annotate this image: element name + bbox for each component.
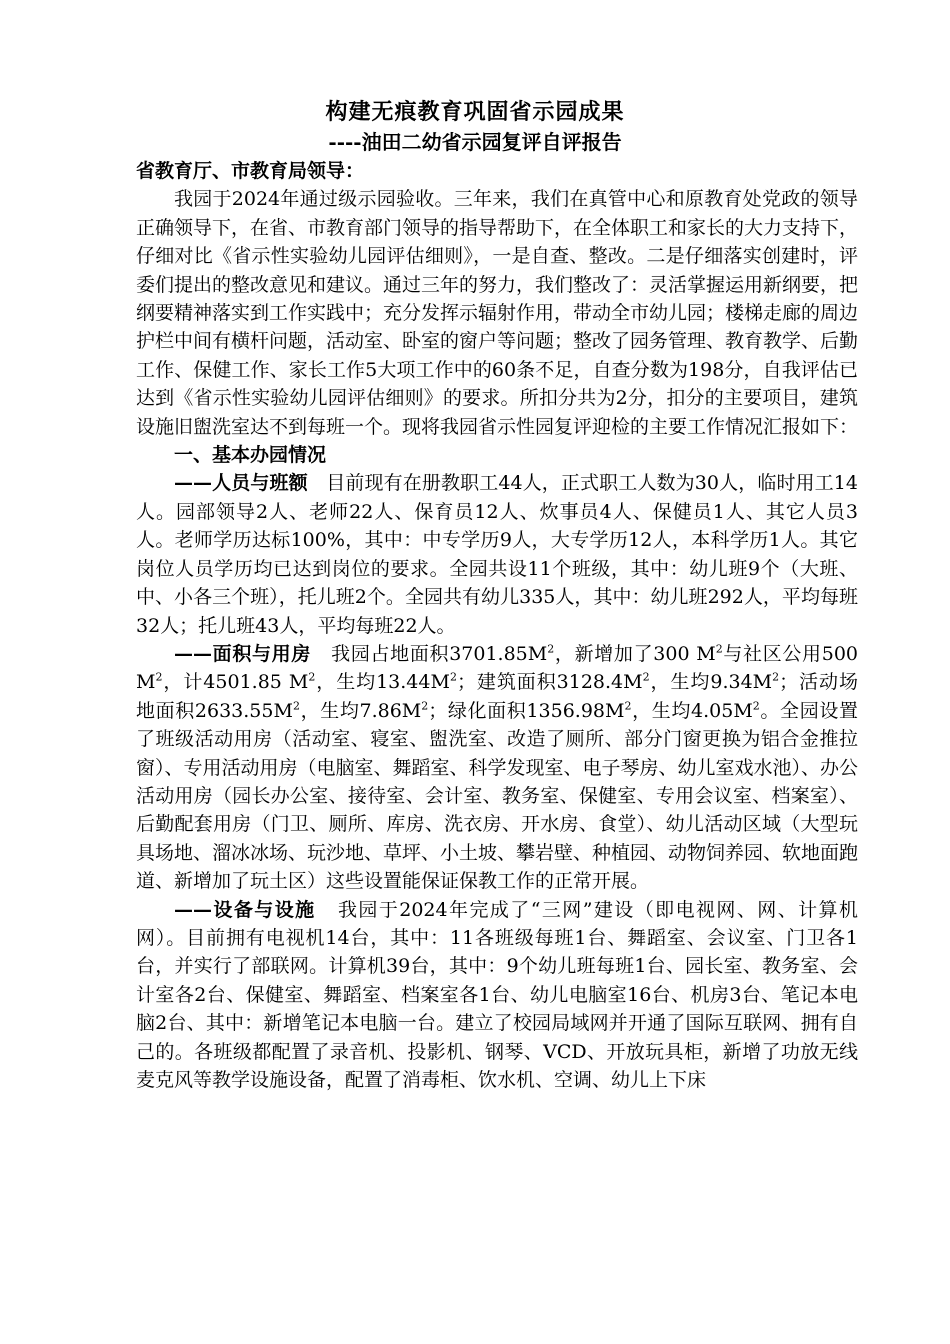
area-sup-4: 2 <box>308 670 316 684</box>
area-paragraph <box>136 640 858 896</box>
area-sup-9: 2 <box>421 699 429 713</box>
area-sup-1: 2 <box>547 642 555 656</box>
area-sup-3: 2 <box>155 670 163 684</box>
area-text-6: ；建筑面积3128.4M <box>456 671 643 694</box>
area-lead: ——面积与用房 <box>174 642 312 665</box>
area-sup-5: 2 <box>449 670 457 684</box>
area-text-1: 我园占地面积3701.85M <box>331 642 548 665</box>
staff-lead: ——人员与班额 <box>174 472 308 495</box>
area-text-7: ，生均9.34M <box>649 671 773 694</box>
area-text-11: ，生均4.05M <box>631 699 753 722</box>
area-text-10: ；绿化面积1356.98M <box>428 699 625 722</box>
area-sup-8: 2 <box>292 699 300 713</box>
staff-text: 目前现有在册教职工44人，正式职工人数为30人，临时用工14人。园部领导2人、老师22人、保育员12人、炊事员4人、保健员1人、其它人员3人。老师学历达标100%，其中：中专学历9人，大专学历12人，本科学历1人。其它岗位人员学历均已达到岗位的要求。全园共设11个班级，其中：幼儿班9个（大班、中、小各三个班），托儿班2个。全园共有幼儿335人，其中：幼儿班292人，平均每班32人；托儿班43人，平均每班22人。 <box>136 472 858 637</box>
area-text-12: 。全园设置了班级活动用房（活动室、寝室、盥洗室、改造了厕所、部分门窗更换为铝合金推拉窗）、专用活动用房（电脑室、舞蹈室、科学发现室、电子琴房、幼儿室戏水池）、办公活动用房（园长办公室、接待室、会计室、教务室、保健室、专用会议室、档案室）、后勤配套用房（门卫、厕所、库房、洗衣房、开水房、食堂）、幼儿活动区域（大型玩具场地、溜冰冰场、玩沙地、草坪、小土坡、攀岩壁、种植园、动物饲养园、软地面跑道、新增加了玩土区）这些设置能保证保教工作的正常开展。 <box>136 699 859 893</box>
area-sup-2: 2 <box>715 642 723 656</box>
area-text-4: ，计4501.85 M <box>162 671 309 694</box>
document-title: 构建无痕教育巩固省示园成果 <box>325 99 625 125</box>
document-subtitle: ----油田二幼省示园复评自评报告 <box>328 130 622 154</box>
section-heading-basic-info: 一、基本办园情况 <box>174 444 327 467</box>
area-text-2: ，新增加了300 M <box>554 642 716 665</box>
area-sup-11: 2 <box>752 699 760 713</box>
area-text-5: ，生均13.44M <box>315 671 450 694</box>
area-sup-10: 2 <box>624 699 632 713</box>
area-text-9: ，生均7.86M <box>299 699 422 722</box>
staff-paragraph <box>136 469 858 639</box>
equipment-paragraph <box>136 896 858 1095</box>
document-body <box>136 157 858 1094</box>
area-sup-6: 2 <box>642 670 650 684</box>
area-text-3: 与社区公用500 M <box>136 642 858 694</box>
area-sup-7: 2 <box>772 670 780 684</box>
equipment-text: 我园于2024年完成了“三网”建设（即电视网、网、计算机网）。目前拥有电视机14台，其中：11各班级每班1台、舞蹈室、会议室、门卫各1台，并实行了部联网。计算机39台，其中：9个幼儿班每班1台、园长室、教务室、会计室各2台、保健室、舞蹈室、档案室各1台、幼儿电脑室16台、机房3台、笔记本电脑2台、其中：新增笔记本电脑一台。建立了校园局域网并开通了国际互联网、拥有自己的。各班级都配置了录音机、投影机、钢琴、VCD、开放玩具柜，新增了功放无线麦克风等教学设施设备，配置了消毒柜、饮水机、空调、幼儿上下床 <box>136 898 858 1091</box>
equipment-lead: ——设备与设施 <box>174 898 316 921</box>
salutation: 省教育厅、市教育局领导： <box>136 160 365 182</box>
intro-paragraph: 我园于2024年通过级示园验收。三年来，我们在真管中心和原教育处党政的领导正确领导下，在省、市教育部门领导的指导帮助下，在全体职工和家长的大力支持下，仔细对比《省示性实验幼儿园评估细则》，一是自查、整改。二是仔细落实创建时，评委们提出的整改意见和建议。通过三年的努力，我们整改了：灵活掌握运用新纲要，把纲要精神落实到工作实践中；充分发挥示辐射作用，带动全市幼儿园；楼梯走廊的周边护栏中间有横杆问题，活动室、卧室的窗户等问题；整改了园务管理、教育教学、后勤工作、保健工作、家长工作5大项工作中的60条不足，自查分数为198分，自我评估已达到《省示性实验幼儿园评估细则》的要求。所扣分共为2分，扣分的主要项目，建筑设施旧盥洗室达不到每班一个。现将我园省示性园复评迎检的主要工作情况汇报如下： <box>136 188 859 438</box>
area-text-8: ；活动场地面积2633.55M <box>136 671 858 722</box>
